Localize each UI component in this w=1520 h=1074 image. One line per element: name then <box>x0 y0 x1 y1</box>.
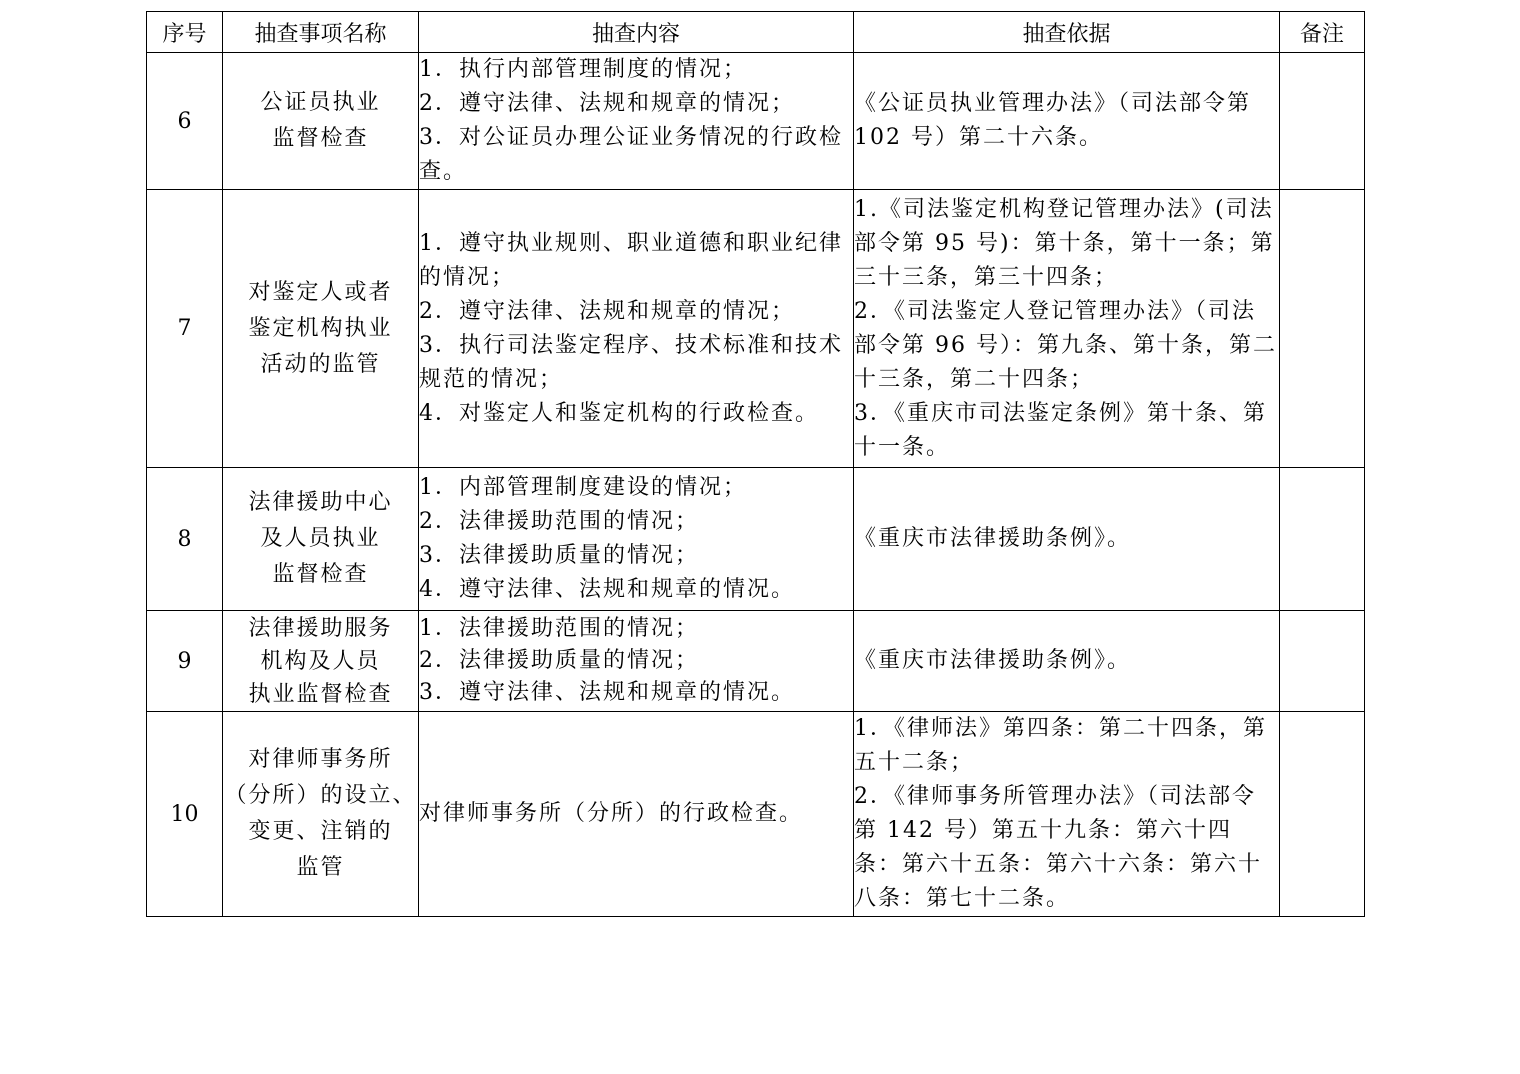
table-row <box>147 611 1365 712</box>
row-content <box>419 611 854 712</box>
content-line: 3．对公证员办理公证业务情况的行政检查。 <box>419 125 843 184</box>
row-content <box>419 53 854 190</box>
name-line: （分所）的设立、 <box>224 783 417 808</box>
name-line: 及人员执业 <box>260 526 381 551</box>
row-name <box>223 53 419 190</box>
row-note <box>1280 611 1365 712</box>
inspection-table <box>146 11 1365 917</box>
header-content: 抽查内容 <box>419 12 854 53</box>
content-line: 2．遵守法律、法规和规章的情况； <box>419 91 795 116</box>
row-name <box>223 468 419 611</box>
row-basis <box>854 53 1280 190</box>
name-line: 活动的监管 <box>260 351 381 377</box>
name-line: 公证员执业 <box>260 90 381 115</box>
name-line: 鉴定机构执业 <box>248 315 393 341</box>
row-note <box>1280 53 1365 190</box>
name-line: 对鉴定人或者 <box>248 279 393 305</box>
content-line: 3．执行司法鉴定程序、技术标准和技术规范的情况； <box>419 332 843 392</box>
row-basis <box>854 468 1280 611</box>
row-no: 9 <box>147 611 223 712</box>
content-line: 1．法律援助范围的情况； <box>419 616 699 641</box>
table-row <box>147 190 1365 468</box>
header-note: 备注 <box>1280 12 1365 53</box>
content-line: 1．内部管理制度建设的情况； <box>419 475 747 500</box>
row-note <box>1280 468 1365 611</box>
content-line: 3．遵守法律、法规和规章的情况。 <box>419 680 795 705</box>
name-line: 对律师事务所 <box>248 747 393 772</box>
row-note <box>1280 712 1365 917</box>
basis-line: 《公证员执业管理办法》（司法部令第 102 号）第二十六条。 <box>854 91 1252 150</box>
name-line: 监督检查 <box>272 126 369 151</box>
header-name: 抽查事项名称 <box>223 12 419 53</box>
basis-line: 《重庆市法律援助条例》。 <box>854 648 1132 673</box>
name-line: 法律援助服务 <box>248 615 393 641</box>
basis-line: 《重庆市法律援助条例》。 <box>854 526 1132 551</box>
content-line: 对律师事务所（分所）的行政检查。 <box>419 801 804 826</box>
content-line: 3．法律援助质量的情况； <box>419 543 699 568</box>
name-line: 监督检查 <box>272 562 369 587</box>
row-name <box>223 611 419 712</box>
row-name <box>223 190 419 468</box>
basis-line: 3．《重庆市司法鉴定条例》第十条、第十一条。 <box>854 400 1267 460</box>
row-content <box>419 712 854 917</box>
basis-line: 1.《司法鉴定机构登记管理办法》(司法部令第 95 号)：第十条，第十一条；第三十三条，第三十四条； <box>854 196 1275 290</box>
name-line: 法律援助中心 <box>248 490 393 515</box>
table-row <box>147 712 1365 917</box>
row-content <box>419 468 854 611</box>
row-name <box>223 712 419 917</box>
row-content <box>419 190 854 468</box>
name-line: 机构及人员 <box>260 648 381 674</box>
content-line: 4．对鉴定人和鉴定机构的行政检查。 <box>419 400 819 426</box>
row-no: 7 <box>147 190 223 468</box>
content-line: 1．执行内部管理制度的情况； <box>419 57 747 82</box>
name-line: 监管 <box>296 855 345 880</box>
row-basis <box>854 611 1280 712</box>
basis-line: 1．《律师法》第四条：第二十四条，第五十二条； <box>854 716 1267 775</box>
basis-line: 2．《司法鉴定人登记管理办法》（司法部令第 96 号）：第九条、第十条，第二十三条，第二十四条； <box>854 298 1277 392</box>
name-line: 执业监督检查 <box>248 681 393 707</box>
content-line: 4．遵守法律、法规和规章的情况。 <box>419 577 795 602</box>
row-note <box>1280 190 1365 468</box>
table-row <box>147 468 1365 611</box>
row-no: 8 <box>147 468 223 611</box>
basis-line: 2．《律师事务所管理办法》（司法部令第 142 号）第五十九条：第六十四条：第六十五条：第六十六条：第六十八条：第七十二条。 <box>854 784 1263 911</box>
row-basis <box>854 712 1280 917</box>
row-no: 6 <box>147 53 223 190</box>
content-line: 2．法律援助质量的情况； <box>419 648 699 673</box>
content-line: 1．遵守执业规则、职业道德和职业纪律的情况； <box>419 230 843 290</box>
content-line: 2．遵守法律、法规和规章的情况； <box>419 298 795 324</box>
content-line: 2．法律援助范围的情况； <box>419 509 699 534</box>
row-basis <box>854 190 1280 468</box>
name-line: 变更、注销的 <box>248 819 393 844</box>
row-no: 10 <box>147 712 223 917</box>
table-row <box>147 53 1365 190</box>
table-header-row <box>147 12 1365 53</box>
header-no: 序号 <box>147 12 223 53</box>
header-basis: 抽查依据 <box>854 12 1280 53</box>
